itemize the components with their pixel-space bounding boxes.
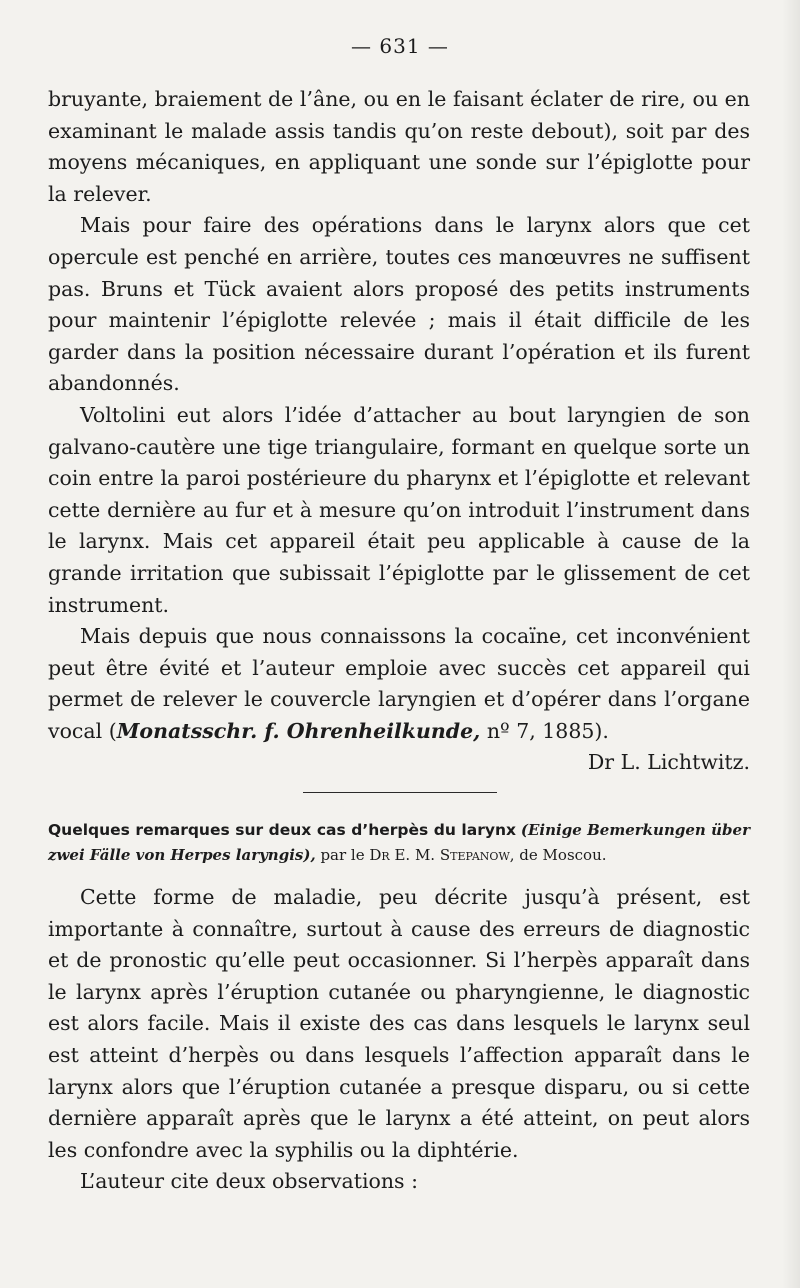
paragraph: Cette forme de maladie, peu décrite jusqu’à présent, est importante à connaître, surtout à cause des erreurs de diagnostic et de pronostic qu’elle peut occasionner. Si l’herpès apparaît dans le larynx après l’éruption cutanée ou pharyngienne, le diagnostic est alors facile. Mais il existe des cas dans lesquels le larynx seul est atteint d’herpès ou dans lesquels l’affection apparaît dans le larynx alors que l’éruption cutanée a presque disparu, ou si cette dernière apparaît après que le larynx a été atteint, on peut alors les confondre avec la syphilis ou la diphtérie. — [48, 885, 750, 1162]
author-name: Dr L. Lichtwitz. — [587, 750, 750, 775]
paragraph: L’auteur cite deux observations : — [80, 1169, 418, 1194]
paragraph-text: Mais depuis que nous connaissons la cocaïne, cet inconvénient peut être évité et l’auteur emploie avec succès cet appareil qui permet de relever le couvercle laryngien et d’opérer dans l’organe vocal ( — [48, 624, 750, 743]
article-german-title: (Einige Bemerkungen über zwei Fälle von Herpes laryngis), — [48, 821, 750, 864]
paragraph: bruyante, braiement de l’âne, ou en le faisant éclater de rire, ou en examinant le malade assis tandis qu’on reste debout), soit par des moyens mécaniques, en appliquant une sonde sur l’épiglotte pour la relever. — [48, 87, 750, 206]
body-text-bottom — [48, 882, 750, 1198]
paragraph-with-citation — [48, 621, 750, 775]
section-divider — [303, 792, 497, 793]
page-number: — 631 — — [351, 34, 449, 58]
journal-citation: Monatsschr. f. Ohrenheilkunde, — [116, 718, 481, 743]
paragraph: Voltolini eut alors l’idée d’attacher au bout laryngien de son galvano-cautère une tige triangulaire, formant en quelque sorte un coin entre la paroi postérieure du pharynx et l’épiglotte et relevant cette dernière au fur et à mesure qu’on introduit l’instrument dans le larynx. Mais cet appareil était peu applicable à cause de la grande irritation que subissait l’épiglotte par le glissement de cet instrument. — [48, 402, 750, 617]
article-heading — [48, 818, 750, 868]
byline-author: Dr E. M. Stepanow — [369, 846, 510, 864]
article-author-signature — [556, 747, 750, 779]
byline-prefix: par le — [315, 846, 370, 864]
body-text-top — [48, 84, 750, 779]
article-title: Quelques remarques sur deux cas d’herpès du larynx — [48, 821, 516, 839]
byline-suffix: , de Moscou. — [509, 846, 607, 864]
page-edge-shadow — [782, 0, 800, 1288]
citation-issue: nº 7, 1885). — [480, 718, 609, 743]
paragraph: Mais pour faire des opérations dans le larynx alors que cet opercule est penché en arrière, toutes ces manœuvres ne suffisent pas. Bruns et Tück avaient alors proposé des petits instruments pour maintenir l’épiglotte relevée ; mais il était difficile de les garder dans la position nécessaire durant l’opération et ils furent abandonnés. — [48, 213, 750, 396]
